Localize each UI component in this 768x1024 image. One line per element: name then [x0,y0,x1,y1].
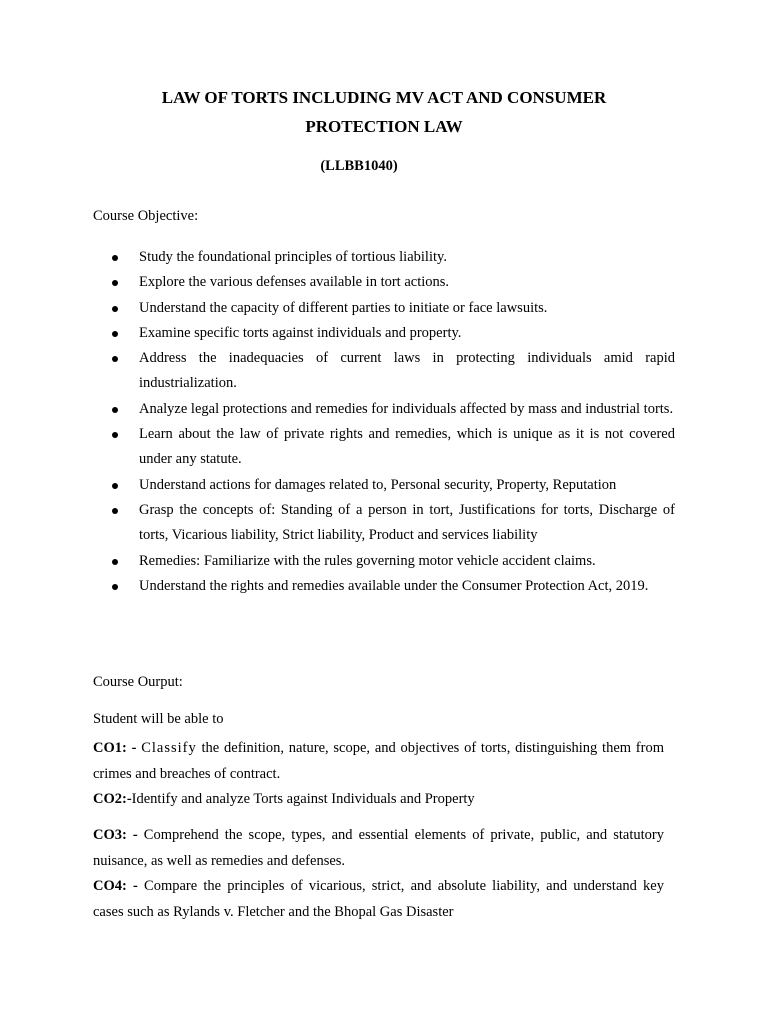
bullet-icon [112,331,118,337]
bullet-icon [112,407,118,413]
outcome-text: Identify and analyze Torts against Individuals and Property [131,791,475,807]
course-outcome-4 [93,874,664,925]
objective-text: Analyze legal protections and remedies for individuals affected by mass and industrial torts. [139,400,674,417]
outcome-label: CO2:- [93,791,132,807]
list-item [0,473,768,498]
course-title-line-1: LAW OF TORTS INCLUDING MV ACT AND CONSUMER [161,88,607,107]
objective-text: Learn about the law of private rights and remedies, which is unique as it is not covered under any statute. [139,426,675,468]
bullet-icon [112,356,118,362]
objectives-list [0,245,768,599]
outcome-text: Compare the principles of vicarious, strict, and absolute liability, and understand key cases such as Rylands v. Fletcher and the Bhopal Gas Disaster [93,878,664,920]
bullet-icon [112,559,118,565]
objective-text: Understand the rights and remedies available under the Consumer Protection Act, 2019. [139,577,649,594]
bullet-icon [112,584,118,590]
list-item [0,574,768,599]
list-item [0,321,768,346]
course-outcome-2 [93,787,664,813]
objective-text: Explore the various defenses available in tort actions. [139,274,450,291]
course-code-text: (LLBB1040) [320,158,398,174]
course-title-line-2: PROTECTION LAW [305,117,463,136]
bullet-icon [112,255,118,261]
outcome-label: CO3: - [93,827,138,843]
list-item [0,245,768,270]
list-item [0,270,768,295]
course-code [93,158,625,175]
list-item [0,549,768,574]
outcome-text: Comprehend the scope, types, and essential elements of private, public, and statutory nuisance, as well as remedies and defenses. [93,827,664,869]
list-item [0,296,768,321]
bullet-icon [112,306,118,312]
bullet-icon [112,432,118,438]
outcome-label: CO1: - [93,740,137,756]
student-intro: Student will be able to [93,711,224,727]
outcome-lead-word: Classify [141,740,197,756]
course-outcome-1 [93,736,664,787]
list-item [0,346,768,397]
objective-text: Study the foundational principles of tortious liability. [139,249,447,265]
objective-text: Understand the capacity of different parties to initiate or face lawsuits. [139,299,548,316]
objective-text: Address the inadequacies of current laws in protecting individuals amid rapid industrialization. [139,350,675,392]
objective-text: Grasp the concepts of: Standing of a person in tort, Justifications for torts, Discharge of torts, Vicarious liability, Strict liability, Product and services liability [139,501,675,544]
objective-heading: Course Objective: [93,208,199,224]
objective-text: Examine specific torts against individuals and property. [139,324,462,341]
list-item [0,498,768,549]
bullet-icon [112,508,118,514]
objective-text: Understand actions for damages related to, Personal security, Property, Reputation [139,476,617,493]
outcome-text: the definition, nature, scope, and objectives of torts, distinguishing them from crimes and breaches of contract. [93,740,664,782]
output-heading: Course Ourput: [93,674,183,690]
objective-text: Remedies: Familiarize with the rules governing motor vehicle accident claims. [139,552,596,569]
list-item [0,397,768,422]
outcome-label: CO4: - [93,878,138,894]
list-item [0,422,768,473]
bullet-icon [112,483,118,489]
bullet-icon [112,280,118,286]
course-outcome-3 [93,823,664,874]
